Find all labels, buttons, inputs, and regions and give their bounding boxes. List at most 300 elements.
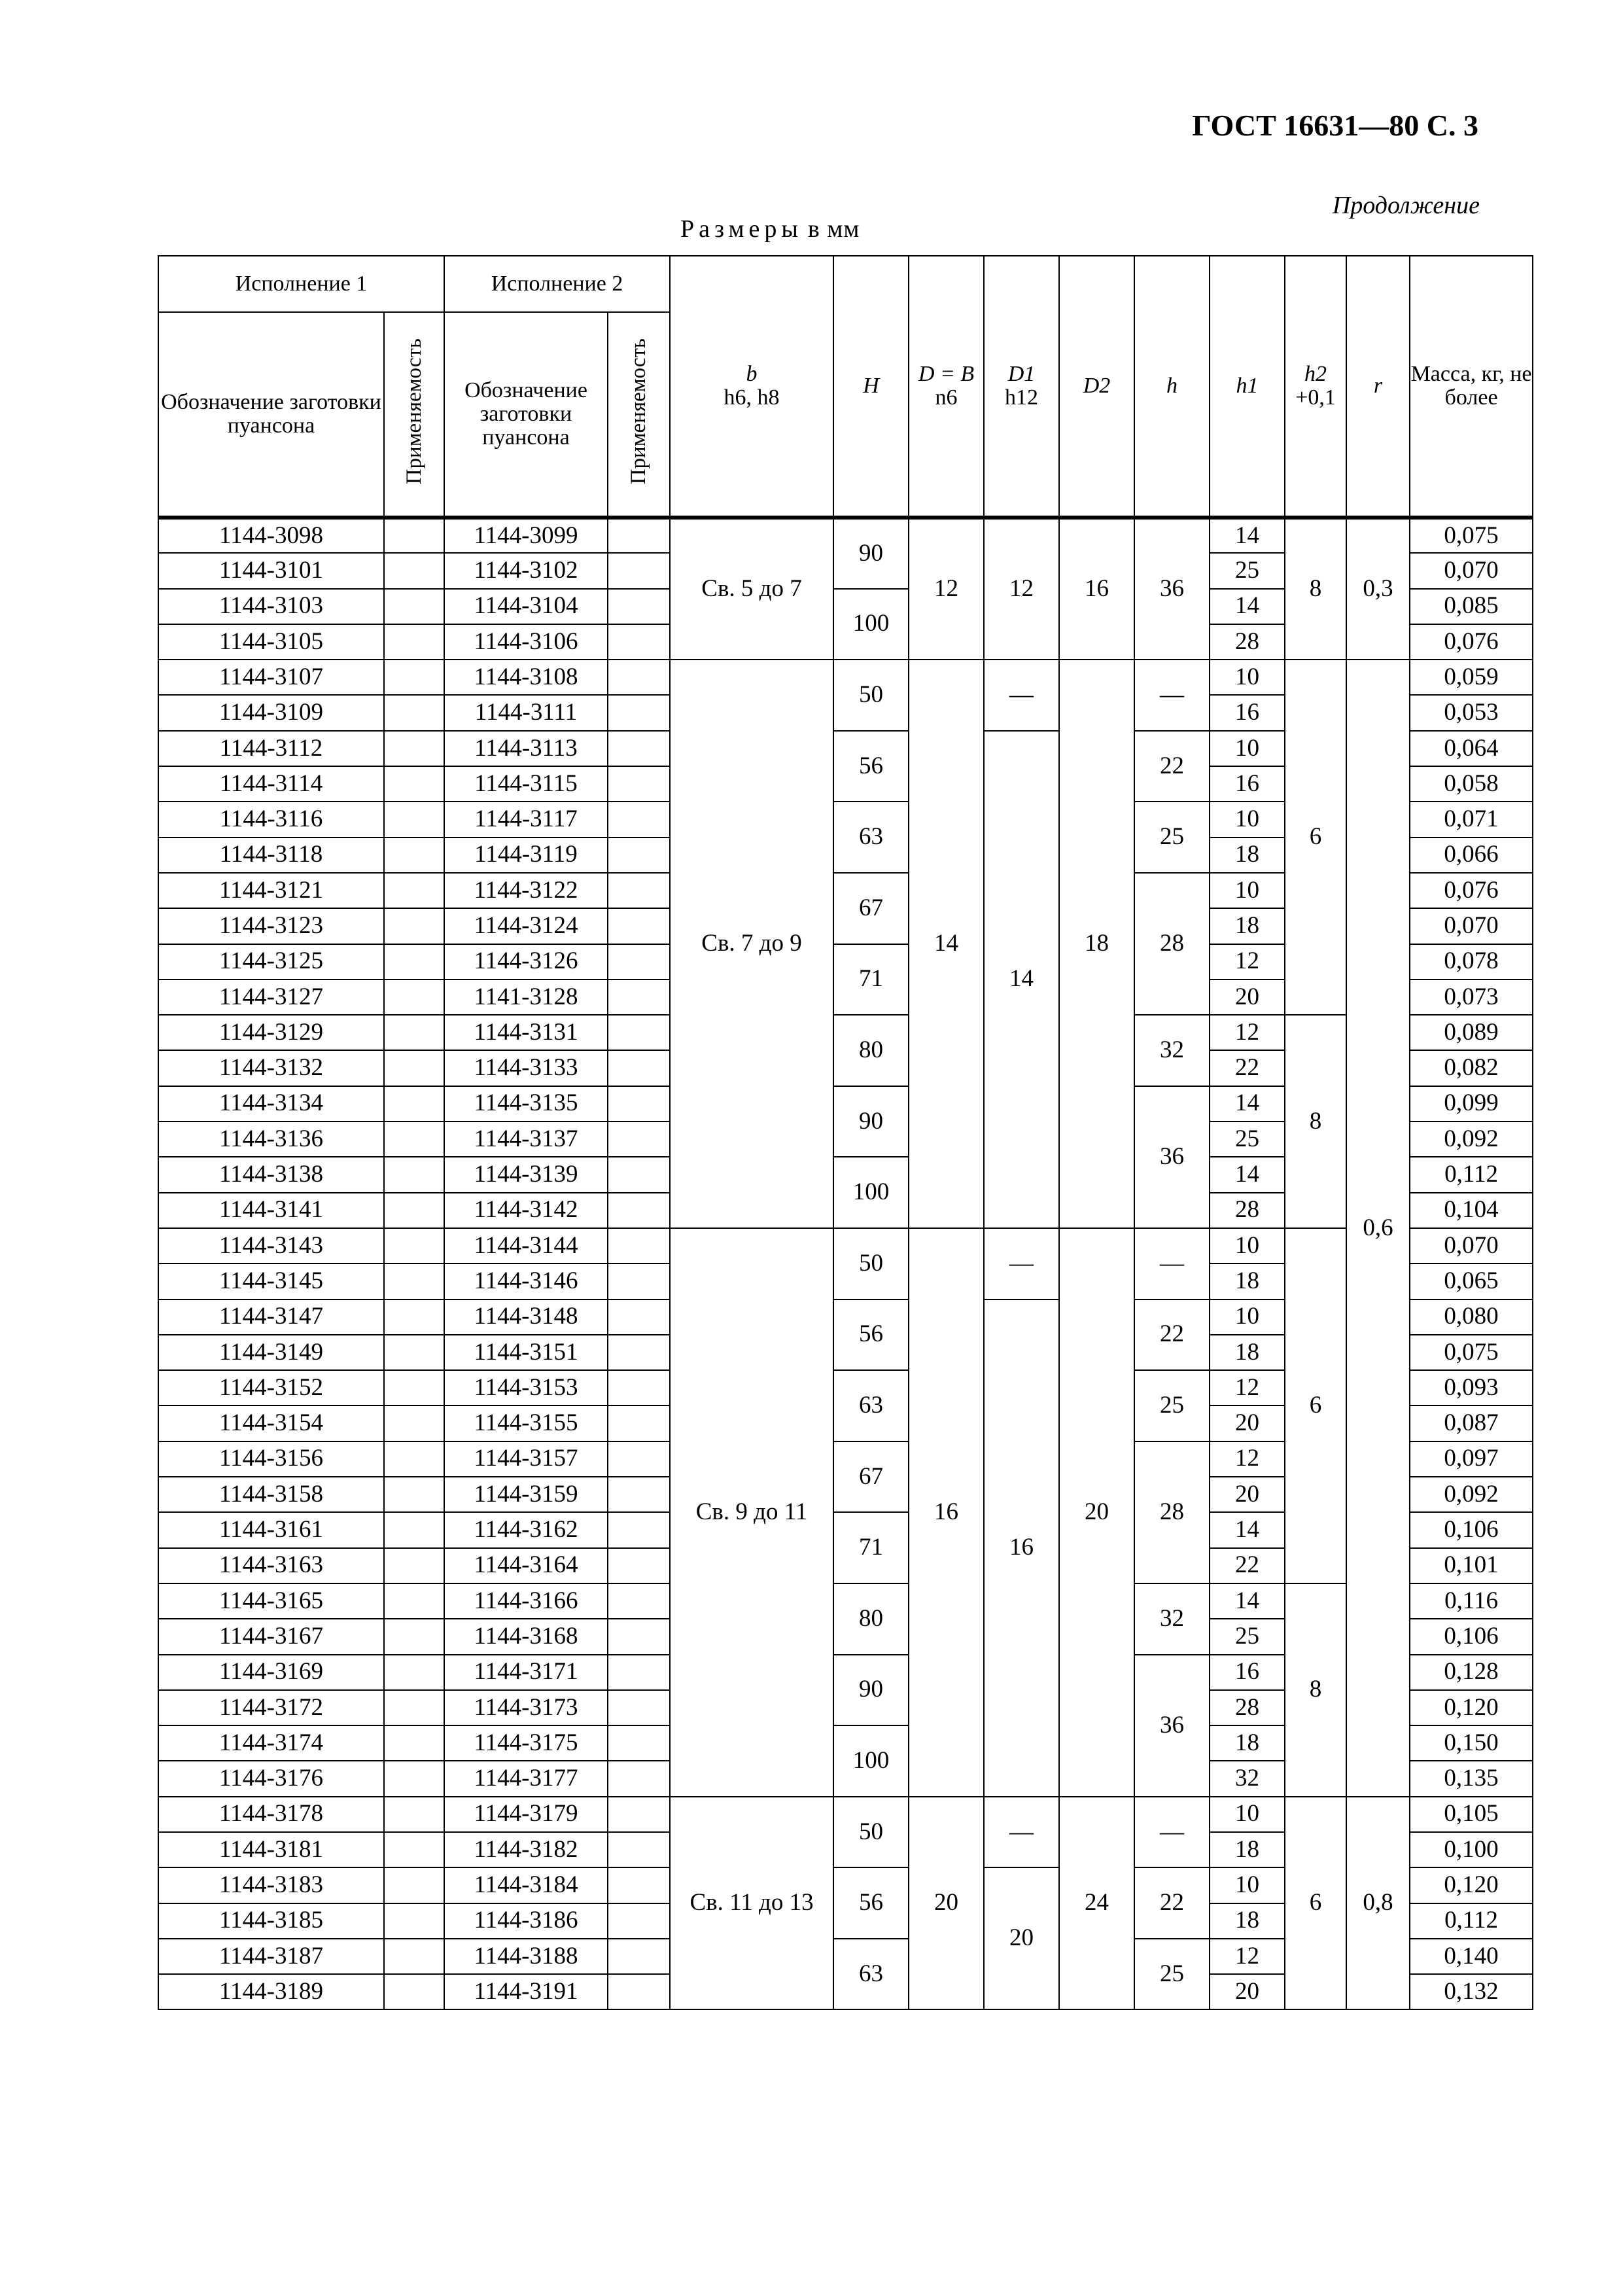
cell-c1: 1144-3163 xyxy=(158,1548,384,1583)
cell-m: 0,065 xyxy=(1410,1263,1533,1299)
cell-h1: 10 xyxy=(1210,1299,1285,1335)
cell-H: 50 xyxy=(833,660,909,731)
cell-applicability xyxy=(608,553,670,588)
cell-h1: 10 xyxy=(1210,1797,1285,1832)
cell-H: 50 xyxy=(833,1797,909,1868)
table-row xyxy=(158,1228,1533,1263)
cell-H: 90 xyxy=(833,1655,909,1726)
cell-c1: 1144-3189 xyxy=(158,1974,384,2009)
cell-m: 0,116 xyxy=(1410,1583,1533,1619)
header-D1-symbol: D1 xyxy=(1007,362,1036,387)
cell-c1: 1144-3145 xyxy=(158,1263,384,1299)
cell-c2: 1144-3135 xyxy=(444,1086,608,1122)
cell-applicability xyxy=(608,1157,670,1192)
cell-h1: 28 xyxy=(1210,624,1285,660)
cell-b: Св. 9 до 11 xyxy=(670,1228,833,1797)
cell-h: 32 xyxy=(1134,1583,1210,1655)
cell-h: 28 xyxy=(1134,873,1210,1015)
cell-c2: 1144-3166 xyxy=(444,1583,608,1619)
cell-H: 71 xyxy=(833,1512,909,1583)
cell-applicability xyxy=(608,1725,670,1761)
cell-c1: 1144-3138 xyxy=(158,1157,384,1192)
cell-DB: 16 xyxy=(909,1228,984,1797)
cell-c1: 1144-3121 xyxy=(158,873,384,908)
cell-applicability xyxy=(608,660,670,695)
cell-H: 63 xyxy=(833,802,909,873)
cell-applicability xyxy=(384,802,444,837)
cell-c2: 1144-3142 xyxy=(444,1193,608,1228)
cell-c2: 1144-3122 xyxy=(444,873,608,908)
cell-c2: 1144-3153 xyxy=(444,1370,608,1405)
cell-H: 56 xyxy=(833,731,909,802)
cell-applicability xyxy=(608,1405,670,1441)
cell-applicability xyxy=(608,1370,670,1405)
cell-h: 22 xyxy=(1134,731,1210,802)
cell-m: 0,100 xyxy=(1410,1832,1533,1867)
cell-c1: 1144-3127 xyxy=(158,980,384,1015)
cell-c2: 1144-3179 xyxy=(444,1797,608,1832)
cell-b: Св. 5 до 7 xyxy=(670,518,833,660)
cell-D2: 24 xyxy=(1059,1797,1134,2010)
cell-h1: 10 xyxy=(1210,731,1285,766)
cell-applicability xyxy=(384,1974,444,2009)
cell-H: 100 xyxy=(833,589,909,660)
cell-D2: 18 xyxy=(1059,660,1134,1228)
cell-applicability xyxy=(384,980,444,1015)
cell-h1: 28 xyxy=(1210,1690,1285,1725)
cell-h: 36 xyxy=(1134,518,1210,660)
cell-c1: 1144-3181 xyxy=(158,1832,384,1867)
cell-applicability xyxy=(384,1263,444,1299)
cell-r: 0,6 xyxy=(1346,660,1410,1797)
cell-applicability xyxy=(608,1867,670,1903)
cell-h1: 18 xyxy=(1210,1725,1285,1761)
cell-m: 0,112 xyxy=(1410,1903,1533,1939)
header-b-symbol: b xyxy=(746,362,758,387)
cell-applicability xyxy=(384,1725,444,1761)
cell-applicability xyxy=(608,1335,670,1370)
cell-h1: 22 xyxy=(1210,1548,1285,1583)
cell-applicability xyxy=(384,518,444,553)
cell-c2: 1144-3159 xyxy=(444,1477,608,1512)
cell-applicability xyxy=(384,1157,444,1192)
header-h1: h1 xyxy=(1210,256,1285,518)
cell-c2: 1144-3104 xyxy=(444,589,608,624)
cell-h1: 20 xyxy=(1210,980,1285,1015)
cell-D1: 20 xyxy=(984,1867,1059,2009)
cell-m: 0,087 xyxy=(1410,1405,1533,1441)
cell-h1: 10 xyxy=(1210,802,1285,837)
cell-applicability xyxy=(608,695,670,730)
cell-h1: 12 xyxy=(1210,1370,1285,1405)
cell-applicability xyxy=(384,1548,444,1583)
cell-m: 0,120 xyxy=(1410,1690,1533,1725)
cell-applicability xyxy=(608,1512,670,1547)
cell-h1: 20 xyxy=(1210,1405,1285,1441)
cell-c2: 1144-3131 xyxy=(444,1015,608,1050)
cell-applicability xyxy=(608,1299,670,1335)
cell-h1: 18 xyxy=(1210,1263,1285,1299)
cell-m: 0,075 xyxy=(1410,518,1533,553)
cell-h: 25 xyxy=(1134,1370,1210,1441)
cell-c2: 1144-3175 xyxy=(444,1725,608,1761)
cell-applicability xyxy=(608,1228,670,1263)
cell-m: 0,101 xyxy=(1410,1548,1533,1583)
cell-applicability xyxy=(384,695,444,730)
cell-c1: 1144-3169 xyxy=(158,1655,384,1690)
cell-c2: 1144-3177 xyxy=(444,1761,608,1796)
cell-c1: 1144-3101 xyxy=(158,553,384,588)
cell-c2: 1144-3173 xyxy=(444,1690,608,1725)
cell-m: 0,120 xyxy=(1410,1867,1533,1903)
cell-h1: 20 xyxy=(1210,1974,1285,2009)
cell-h1: 10 xyxy=(1210,1228,1285,1263)
cell-applicability xyxy=(608,1193,670,1228)
cell-applicability xyxy=(384,1690,444,1725)
cell-h1: 12 xyxy=(1210,1015,1285,1050)
cell-h2: 8 xyxy=(1285,518,1346,660)
cell-b: Св. 11 до 13 xyxy=(670,1797,833,2010)
cell-applicability xyxy=(608,731,670,766)
cell-c2: 1144-3115 xyxy=(444,766,608,802)
cell-applicability xyxy=(384,1370,444,1405)
cell-c1: 1144-3167 xyxy=(158,1619,384,1654)
cell-H: 80 xyxy=(833,1583,909,1655)
cell-h: 36 xyxy=(1134,1086,1210,1228)
cell-m: 0,104 xyxy=(1410,1193,1533,1228)
cell-m: 0,059 xyxy=(1410,660,1533,695)
cell-c1: 1144-3136 xyxy=(158,1122,384,1157)
cell-h1: 10 xyxy=(1210,873,1285,908)
table-row xyxy=(158,1797,1533,1832)
cell-c1: 1144-3114 xyxy=(158,766,384,802)
cell-DB: 14 xyxy=(909,660,984,1228)
cell-H: 100 xyxy=(833,1157,909,1228)
cell-applicability xyxy=(384,1299,444,1335)
cell-c1: 1144-3129 xyxy=(158,1015,384,1050)
cell-c2: 1144-3191 xyxy=(444,1974,608,2009)
cell-m: 0,076 xyxy=(1410,624,1533,660)
cell-c2: 1144-3126 xyxy=(444,944,608,980)
cell-H: 90 xyxy=(833,1086,909,1157)
cell-c1: 1144-3174 xyxy=(158,1725,384,1761)
cell-m: 0,071 xyxy=(1410,802,1533,837)
cell-applicability xyxy=(384,1335,444,1370)
cell-h1: 16 xyxy=(1210,695,1285,730)
cell-m: 0,064 xyxy=(1410,731,1533,766)
cell-c2: 1144-3124 xyxy=(444,908,608,944)
cell-h1: 18 xyxy=(1210,838,1285,873)
cell-applicability xyxy=(384,766,444,802)
continuation-label: Продолжение xyxy=(1332,192,1480,219)
cell-m: 0,053 xyxy=(1410,695,1533,730)
cell-applicability xyxy=(608,980,670,1015)
cell-h1: 14 xyxy=(1210,1583,1285,1619)
cell-H: 80 xyxy=(833,1015,909,1086)
cell-c1: 1144-3107 xyxy=(158,660,384,695)
header-H: H xyxy=(833,256,909,518)
cell-DB: 20 xyxy=(909,1797,984,2010)
cell-m: 0,106 xyxy=(1410,1512,1533,1547)
cell-h1: 22 xyxy=(1210,1050,1285,1086)
header-b xyxy=(670,256,833,518)
cell-c2: 1144-3168 xyxy=(444,1619,608,1654)
cell-applicability xyxy=(608,1583,670,1619)
table-row xyxy=(158,1015,1533,1050)
table-body xyxy=(158,518,1533,2009)
cell-b: Св. 7 до 9 xyxy=(670,660,833,1228)
cell-applicability xyxy=(608,908,670,944)
cell-m: 0,093 xyxy=(1410,1370,1533,1405)
header-D-B xyxy=(909,256,984,518)
caption-main: Размеры xyxy=(680,215,803,243)
cell-h: — xyxy=(1134,660,1210,731)
cell-applicability xyxy=(608,1086,670,1122)
cell-applicability xyxy=(608,1619,670,1654)
cell-m: 0,106 xyxy=(1410,1619,1533,1654)
cell-applicability xyxy=(384,1477,444,1512)
cell-D2: 20 xyxy=(1059,1228,1134,1797)
cell-h1: 18 xyxy=(1210,908,1285,944)
cell-c1: 1144-3105 xyxy=(158,624,384,660)
cell-applicability xyxy=(608,1477,670,1512)
cell-h1: 14 xyxy=(1210,1512,1285,1547)
cell-applicability xyxy=(608,1122,670,1157)
cell-D1: 14 xyxy=(984,731,1059,1228)
header-designation-2: Обозначение заготовки пуансона xyxy=(444,312,608,518)
cell-applicability xyxy=(384,731,444,766)
cell-applicability xyxy=(384,1015,444,1050)
cell-DB: 12 xyxy=(909,518,984,660)
cell-applicability xyxy=(608,1263,670,1299)
cell-c2: 1144-3155 xyxy=(444,1405,608,1441)
cell-D1: 16 xyxy=(984,1299,1059,1797)
document-header: ГОСТ 16631—80 С. 3 xyxy=(1192,109,1478,142)
cell-h1: 14 xyxy=(1210,1086,1285,1122)
cell-m: 0,150 xyxy=(1410,1725,1533,1761)
cell-h1: 32 xyxy=(1210,1761,1285,1796)
cell-h1: 25 xyxy=(1210,553,1285,588)
cell-applicability xyxy=(384,1050,444,1086)
cell-c2: 1144-3106 xyxy=(444,624,608,660)
cell-h1: 25 xyxy=(1210,1619,1285,1654)
header-designation-1: Обозначение заготовки пуансона xyxy=(158,312,384,518)
cell-m: 0,066 xyxy=(1410,838,1533,873)
cell-h2: 6 xyxy=(1285,1228,1346,1583)
cell-h1: 14 xyxy=(1210,589,1285,624)
cell-H: 67 xyxy=(833,1441,909,1513)
cell-c2: 1144-3108 xyxy=(444,660,608,695)
cell-c2: 1144-3162 xyxy=(444,1512,608,1547)
cell-c1: 1144-3161 xyxy=(158,1512,384,1547)
cell-H: 63 xyxy=(833,1939,909,2010)
cell-c2: 1144-3171 xyxy=(444,1655,608,1690)
cell-applicability xyxy=(608,944,670,980)
cell-c2: 1144-3184 xyxy=(444,1867,608,1903)
cell-applicability xyxy=(608,838,670,873)
cell-c2: 1144-3164 xyxy=(444,1548,608,1583)
cell-H: 56 xyxy=(833,1867,909,1939)
cell-h1: 10 xyxy=(1210,1867,1285,1903)
cell-D1: 12 xyxy=(984,518,1059,660)
cell-applicability xyxy=(608,1974,670,2009)
header-D1 xyxy=(984,256,1059,518)
header-D-B-tolerance: n6 xyxy=(935,385,958,410)
cell-applicability xyxy=(384,838,444,873)
cell-c1: 1144-3154 xyxy=(158,1405,384,1441)
cell-D1: — xyxy=(984,1228,1059,1299)
cell-h1: 14 xyxy=(1210,518,1285,553)
header-h2-tolerance: +0,1 xyxy=(1295,385,1336,410)
cell-h1: 20 xyxy=(1210,1477,1285,1512)
cell-c2: 1144-3151 xyxy=(444,1335,608,1370)
cell-h1: 18 xyxy=(1210,1903,1285,1939)
header-h2 xyxy=(1285,256,1346,518)
cell-applicability xyxy=(384,553,444,588)
cell-c2: 1144-3182 xyxy=(444,1832,608,1867)
cell-m: 0,080 xyxy=(1410,1299,1533,1335)
cell-m: 0,070 xyxy=(1410,553,1533,588)
cell-r: 0,3 xyxy=(1346,518,1410,660)
header-h: h xyxy=(1134,256,1210,518)
cell-applicability xyxy=(608,873,670,908)
cell-applicability xyxy=(608,589,670,624)
header-D2: D2 xyxy=(1059,256,1134,518)
cell-c1: 1144-3187 xyxy=(158,1939,384,1974)
cell-applicability xyxy=(384,1903,444,1939)
table-row xyxy=(158,518,1533,553)
cell-c1: 1144-3141 xyxy=(158,1193,384,1228)
cell-m: 0,085 xyxy=(1410,589,1533,624)
cell-h2: 8 xyxy=(1285,1015,1346,1228)
cell-h1: 10 xyxy=(1210,660,1285,695)
cell-c1: 1144-3123 xyxy=(158,908,384,944)
cell-applicability xyxy=(608,1015,670,1050)
cell-applicability xyxy=(384,1583,444,1619)
cell-c2: 1144-3111 xyxy=(444,695,608,730)
cell-H: 50 xyxy=(833,1228,909,1299)
cell-applicability xyxy=(384,1228,444,1263)
cell-c2: 1144-3102 xyxy=(444,553,608,588)
cell-c1: 1144-3185 xyxy=(158,1903,384,1939)
cell-m: 0,070 xyxy=(1410,1228,1533,1263)
header-ispolnenie-2: Исполнение 2 xyxy=(444,256,670,312)
cell-H: 67 xyxy=(833,873,909,944)
cell-H: 71 xyxy=(833,944,909,1016)
cell-h1: 18 xyxy=(1210,1335,1285,1370)
cell-h1: 25 xyxy=(1210,1122,1285,1157)
header-applicability-1 xyxy=(384,312,444,518)
cell-m: 0,099 xyxy=(1410,1086,1533,1122)
cell-c2: 1144-3144 xyxy=(444,1228,608,1263)
cell-applicability xyxy=(384,1193,444,1228)
cell-applicability xyxy=(608,802,670,837)
cell-H: 100 xyxy=(833,1725,909,1797)
cell-D1: — xyxy=(984,660,1059,731)
cell-applicability xyxy=(384,944,444,980)
cell-H: 63 xyxy=(833,1370,909,1441)
header-h2-symbol: h2 xyxy=(1304,362,1327,387)
table-row xyxy=(158,660,1533,695)
cell-D2: 16 xyxy=(1059,518,1134,660)
header-r: r xyxy=(1346,256,1410,518)
cell-h: 32 xyxy=(1134,1015,1210,1086)
cell-applicability xyxy=(608,1903,670,1939)
cell-h: 22 xyxy=(1134,1299,1210,1371)
cell-applicability xyxy=(384,1832,444,1867)
cell-m: 0,092 xyxy=(1410,1122,1533,1157)
cell-h: — xyxy=(1134,1797,1210,1868)
cell-applicability xyxy=(384,1939,444,1974)
cell-c2: 1144-3148 xyxy=(444,1299,608,1335)
table-row xyxy=(158,1583,1533,1619)
cell-c1: 1144-3158 xyxy=(158,1477,384,1512)
cell-c1: 1144-3176 xyxy=(158,1761,384,1796)
header-applicability-2-text: Применяемость xyxy=(627,338,651,485)
cell-applicability xyxy=(608,766,670,802)
cell-applicability xyxy=(384,589,444,624)
cell-h1: 16 xyxy=(1210,766,1285,802)
cell-applicability xyxy=(608,1441,670,1477)
cell-c2: 1141-3128 xyxy=(444,980,608,1015)
cell-c1: 1144-3098 xyxy=(158,518,384,553)
cell-c1: 1144-3109 xyxy=(158,695,384,730)
cell-applicability xyxy=(384,1761,444,1796)
cell-c2: 1144-3146 xyxy=(444,1263,608,1299)
cell-h: 28 xyxy=(1134,1441,1210,1583)
cell-c2: 1144-3099 xyxy=(444,518,608,553)
header-mass: Масса, кг, не более xyxy=(1410,256,1533,518)
caption-units: в мм xyxy=(807,215,860,243)
cell-applicability xyxy=(384,1405,444,1441)
cell-c2: 1144-3117 xyxy=(444,802,608,837)
cell-m: 0,135 xyxy=(1410,1761,1533,1796)
cell-c2: 1144-3133 xyxy=(444,1050,608,1086)
cell-c1: 1144-3178 xyxy=(158,1797,384,1832)
cell-h2: 8 xyxy=(1285,1583,1346,1797)
cell-m: 0,112 xyxy=(1410,1157,1533,1192)
cell-h1: 18 xyxy=(1210,1832,1285,1867)
cell-applicability xyxy=(384,1441,444,1477)
header-ispolnenie-1: Исполнение 1 xyxy=(158,256,444,312)
cell-applicability xyxy=(608,1761,670,1796)
cell-applicability xyxy=(608,1797,670,1832)
cell-h1: 12 xyxy=(1210,944,1285,980)
cell-m: 0,078 xyxy=(1410,944,1533,980)
cell-c1: 1144-3125 xyxy=(158,944,384,980)
cell-applicability xyxy=(384,908,444,944)
cell-c1: 1144-3183 xyxy=(158,1867,384,1903)
cell-c2: 1144-3188 xyxy=(444,1939,608,1974)
cell-h1: 16 xyxy=(1210,1655,1285,1690)
header-applicability-2 xyxy=(608,312,670,518)
cell-c1: 1144-3172 xyxy=(158,1690,384,1725)
cell-h1: 12 xyxy=(1210,1441,1285,1477)
cell-c1: 1144-3143 xyxy=(158,1228,384,1263)
dimensions-table xyxy=(158,255,1533,2010)
cell-H: 56 xyxy=(833,1299,909,1371)
cell-h1: 28 xyxy=(1210,1193,1285,1228)
cell-c1: 1144-3165 xyxy=(158,1583,384,1619)
cell-m: 0,075 xyxy=(1410,1335,1533,1370)
cell-m: 0,128 xyxy=(1410,1655,1533,1690)
cell-c1: 1144-3132 xyxy=(158,1050,384,1086)
cell-H: 90 xyxy=(833,518,909,589)
cell-h: — xyxy=(1134,1228,1210,1299)
cell-c1: 1144-3134 xyxy=(158,1086,384,1122)
cell-h2: 6 xyxy=(1285,660,1346,1015)
header-D-B-symbol: D = B xyxy=(918,362,975,387)
